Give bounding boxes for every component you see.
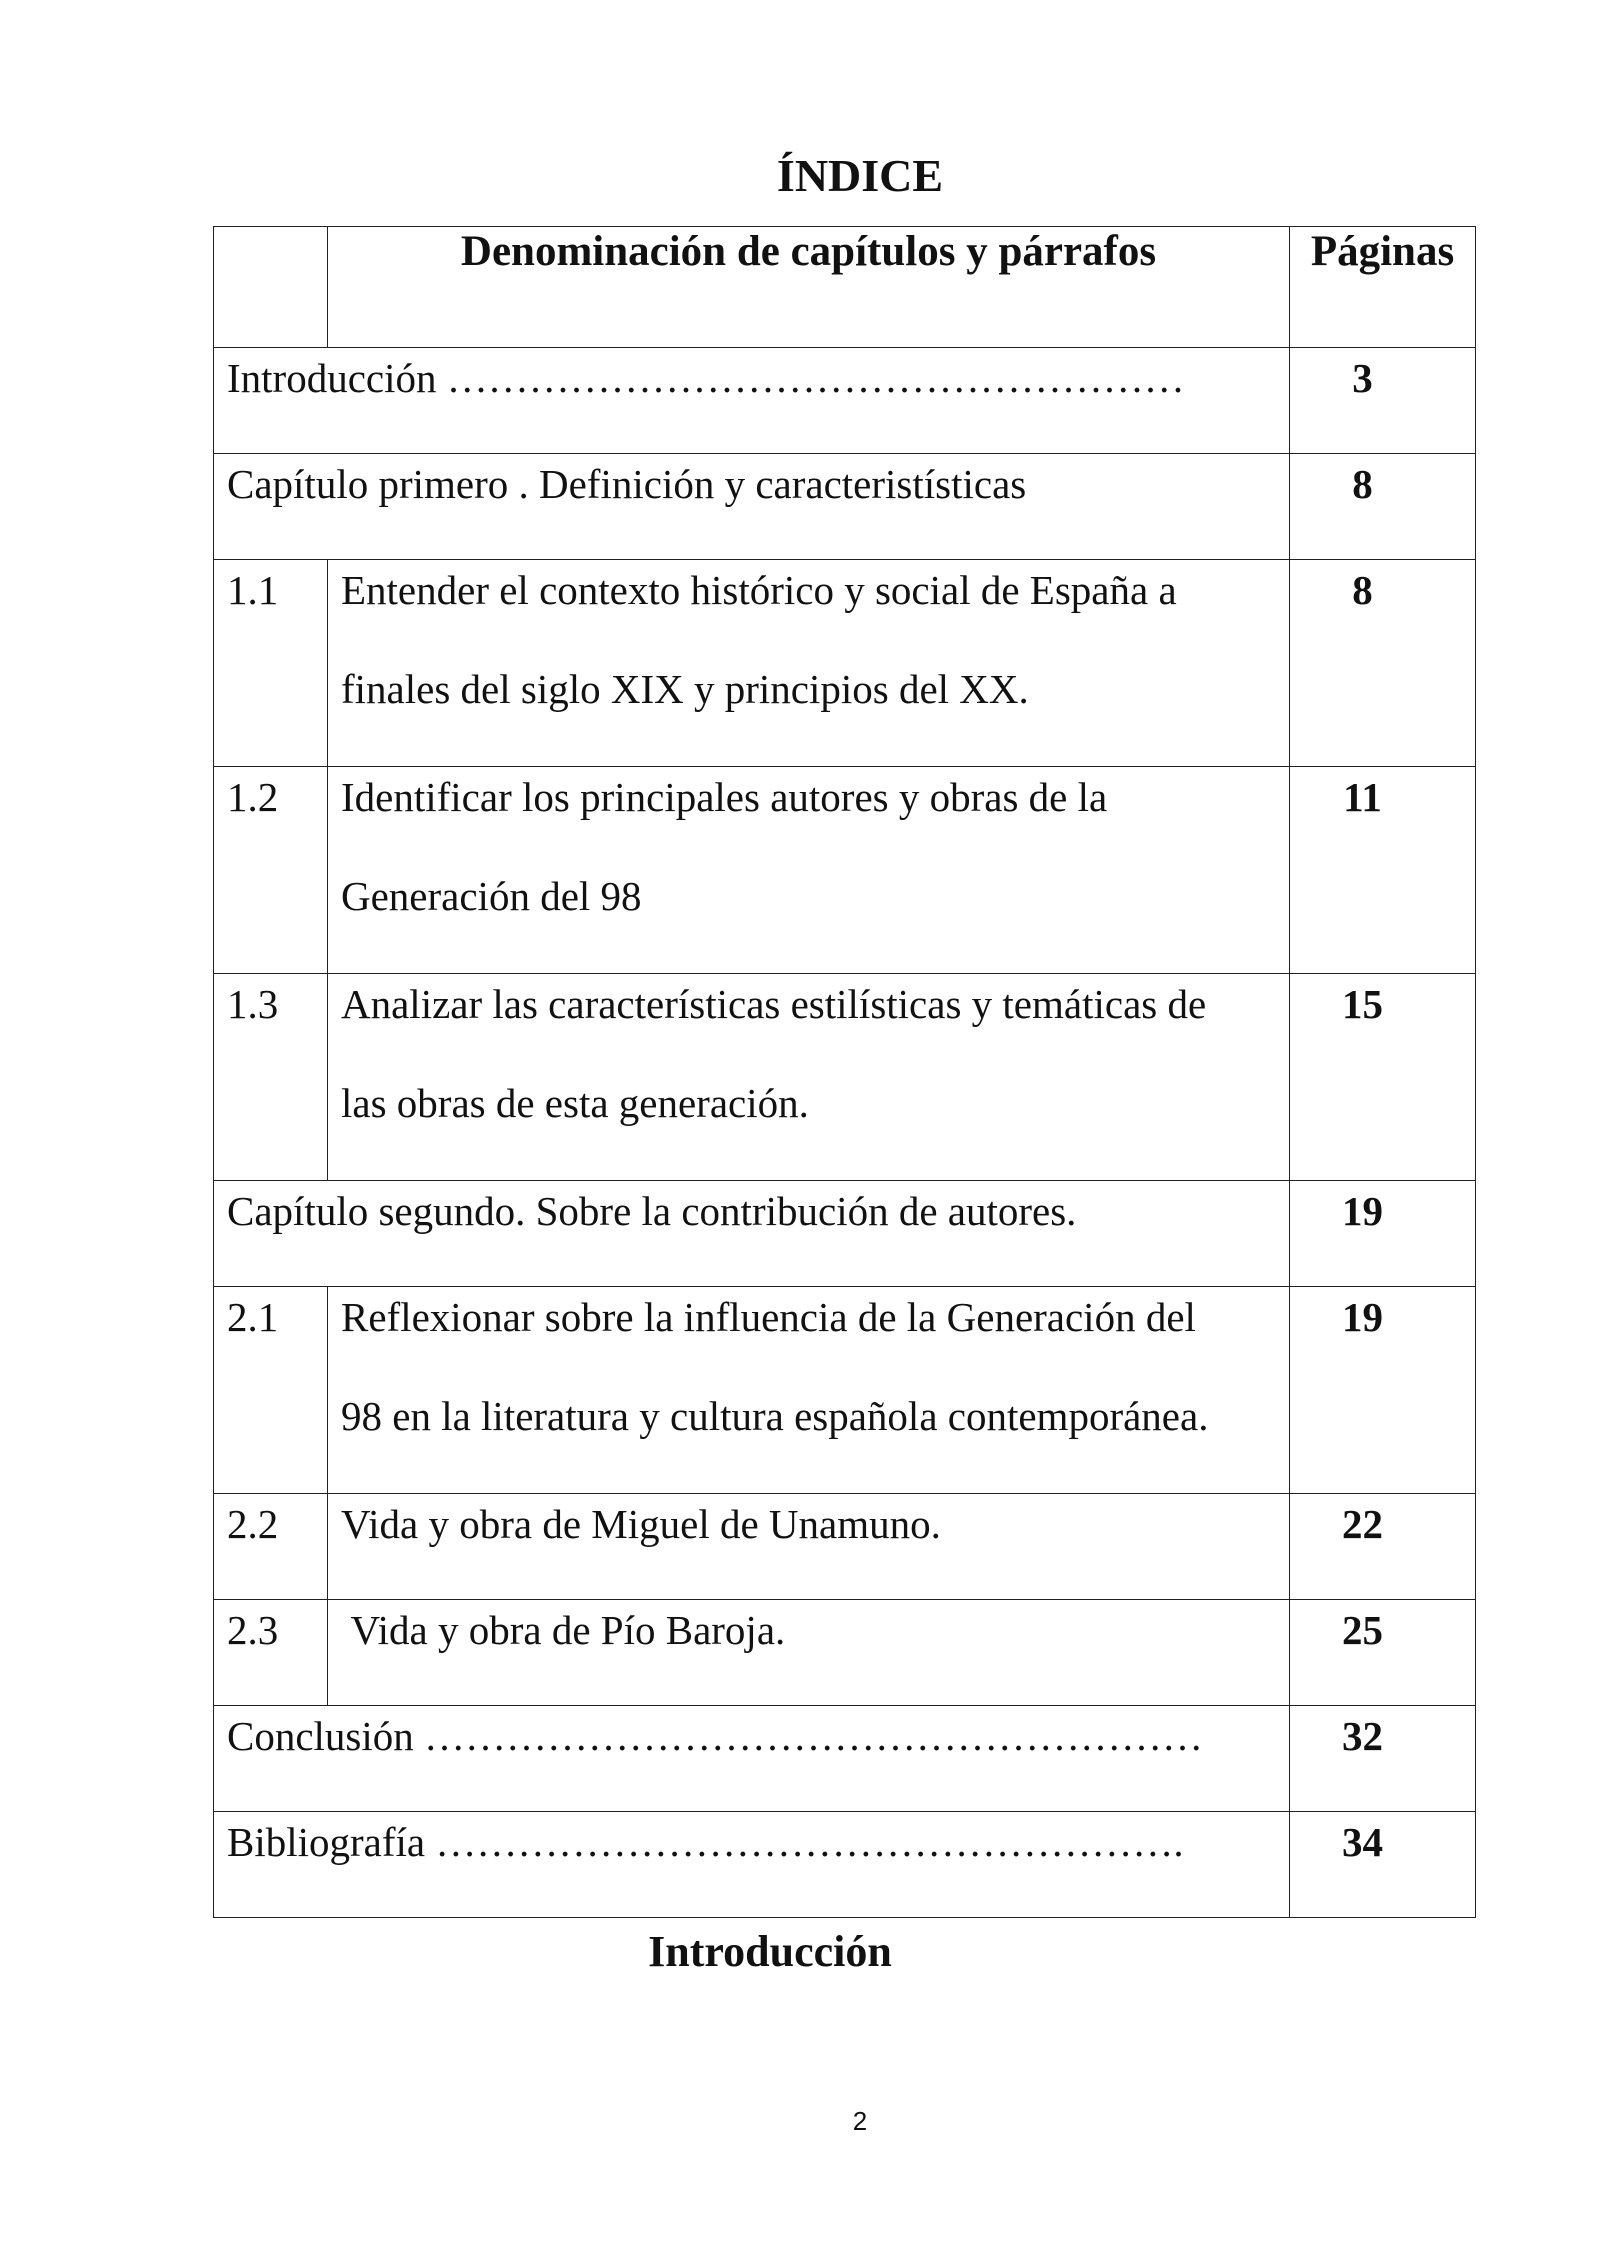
entry-title: Vida y obra de Miguel de Unamuno. [341, 1501, 941, 1547]
entry-num: 1.3 [227, 981, 279, 1027]
entry-title: Capítulo primero . Definición y caracteristísticas [227, 461, 1027, 507]
entry-num-cell [214, 560, 328, 767]
entry-title-cell [328, 1600, 1290, 1706]
header-num-cell [214, 227, 328, 348]
entry-title-line-1: Entender el contexto histórico y social de España a [341, 567, 1177, 613]
entry-page: 19 [1342, 1188, 1383, 1234]
entry-page: 3 [1352, 355, 1373, 401]
entry-page: 25 [1342, 1607, 1383, 1653]
table-row [214, 560, 1476, 767]
entry-page-cell [1290, 1812, 1476, 1918]
entry-title-line-2: 98 en la literatura y cultura española contemporánea. [341, 1393, 1209, 1439]
entry-page: 11 [1343, 774, 1382, 820]
entry-page-cell [1290, 974, 1476, 1181]
entry-title-cell [328, 1287, 1290, 1494]
entry-title-line-1: Analizar las características estilísticas y temáticas de [341, 981, 1207, 1027]
entry-title-cell [328, 974, 1290, 1181]
entry-title-line-2: finales del siglo XIX y principios del XX. [341, 666, 1029, 712]
entry-title-cell [328, 1494, 1290, 1600]
entry-page: 22 [1342, 1501, 1383, 1547]
table-of-contents [213, 226, 1476, 1918]
entry-num-cell [214, 767, 328, 974]
table-header-row [214, 227, 1476, 348]
entry-title-line-1: Reflexionar sobre la influencia de la Generación del [341, 1294, 1196, 1340]
entry-page-cell [1290, 454, 1476, 560]
header-pages-label: Páginas [1310, 228, 1455, 275]
entry-page: 19 [1342, 1294, 1383, 1340]
header-denomination-label: Denominación de capítulos y párrafos [460, 228, 1157, 275]
entry-num: 2.3 [227, 1607, 279, 1653]
entry-page-cell [1290, 1600, 1476, 1706]
document-title: ÍNDICE [776, 150, 944, 201]
table-row [214, 1494, 1476, 1600]
entry-num-cell [214, 974, 328, 1181]
entry-title-cell [214, 1706, 1290, 1812]
entry-title-cell [214, 348, 1290, 454]
entry-num: 1.2 [227, 774, 279, 820]
entry-num-cell [214, 1287, 328, 1494]
table-row [214, 348, 1476, 454]
entry-title-cell [214, 1812, 1290, 1918]
entry-page-cell [1290, 1181, 1476, 1287]
entry-page: 15 [1342, 981, 1383, 1027]
table-row [214, 1287, 1476, 1494]
entry-page: 8 [1352, 567, 1373, 613]
entry-page-cell [1290, 1494, 1476, 1600]
entry-title: Bibliografía ………………………………………………. [227, 1819, 1184, 1865]
entry-title: Capítulo segundo. Sobre la contribución de autores. [227, 1188, 1077, 1234]
entry-title-line-1: Identificar los principales autores y obras de la [341, 774, 1108, 820]
table-row [214, 974, 1476, 1181]
introduction-heading: Introducción [648, 1927, 892, 1976]
entry-page-cell [1290, 767, 1476, 974]
entry-page-cell [1290, 1287, 1476, 1494]
entry-title: Vida y obra de Pío Baroja. [341, 1607, 786, 1653]
table-row [214, 1181, 1476, 1287]
entry-page: 32 [1342, 1713, 1383, 1759]
entry-page: 34 [1342, 1819, 1383, 1865]
entry-num: 2.2 [227, 1501, 279, 1547]
entry-num: 1.1 [227, 567, 279, 613]
entry-page-cell [1290, 1706, 1476, 1812]
table-row [214, 1812, 1476, 1918]
entry-title-cell [328, 560, 1290, 767]
page-number: 2 [852, 2106, 868, 2136]
entry-page-cell [1290, 348, 1476, 454]
entry-title: Introducción ……………………………………………… [227, 355, 1185, 401]
header-pages-cell [1290, 227, 1476, 348]
entry-num-cell [214, 1600, 328, 1706]
entry-num-cell [214, 1494, 328, 1600]
entry-title-line-2: las obras de esta generación. [341, 1080, 809, 1126]
table-row [214, 767, 1476, 974]
entry-page-cell [1290, 560, 1476, 767]
entry-title-line-2: Generación del 98 [341, 873, 642, 919]
header-denomination-cell [328, 227, 1290, 348]
entry-title-cell [214, 454, 1290, 560]
entry-page: 8 [1352, 461, 1373, 507]
entry-title-cell [328, 767, 1290, 974]
table-row [214, 454, 1476, 560]
table-row [214, 1600, 1476, 1706]
entry-num: 2.1 [227, 1294, 279, 1340]
entry-title: Conclusión ………………………………………………… [227, 1713, 1204, 1759]
entry-title-cell [214, 1181, 1290, 1287]
table-row [214, 1706, 1476, 1812]
